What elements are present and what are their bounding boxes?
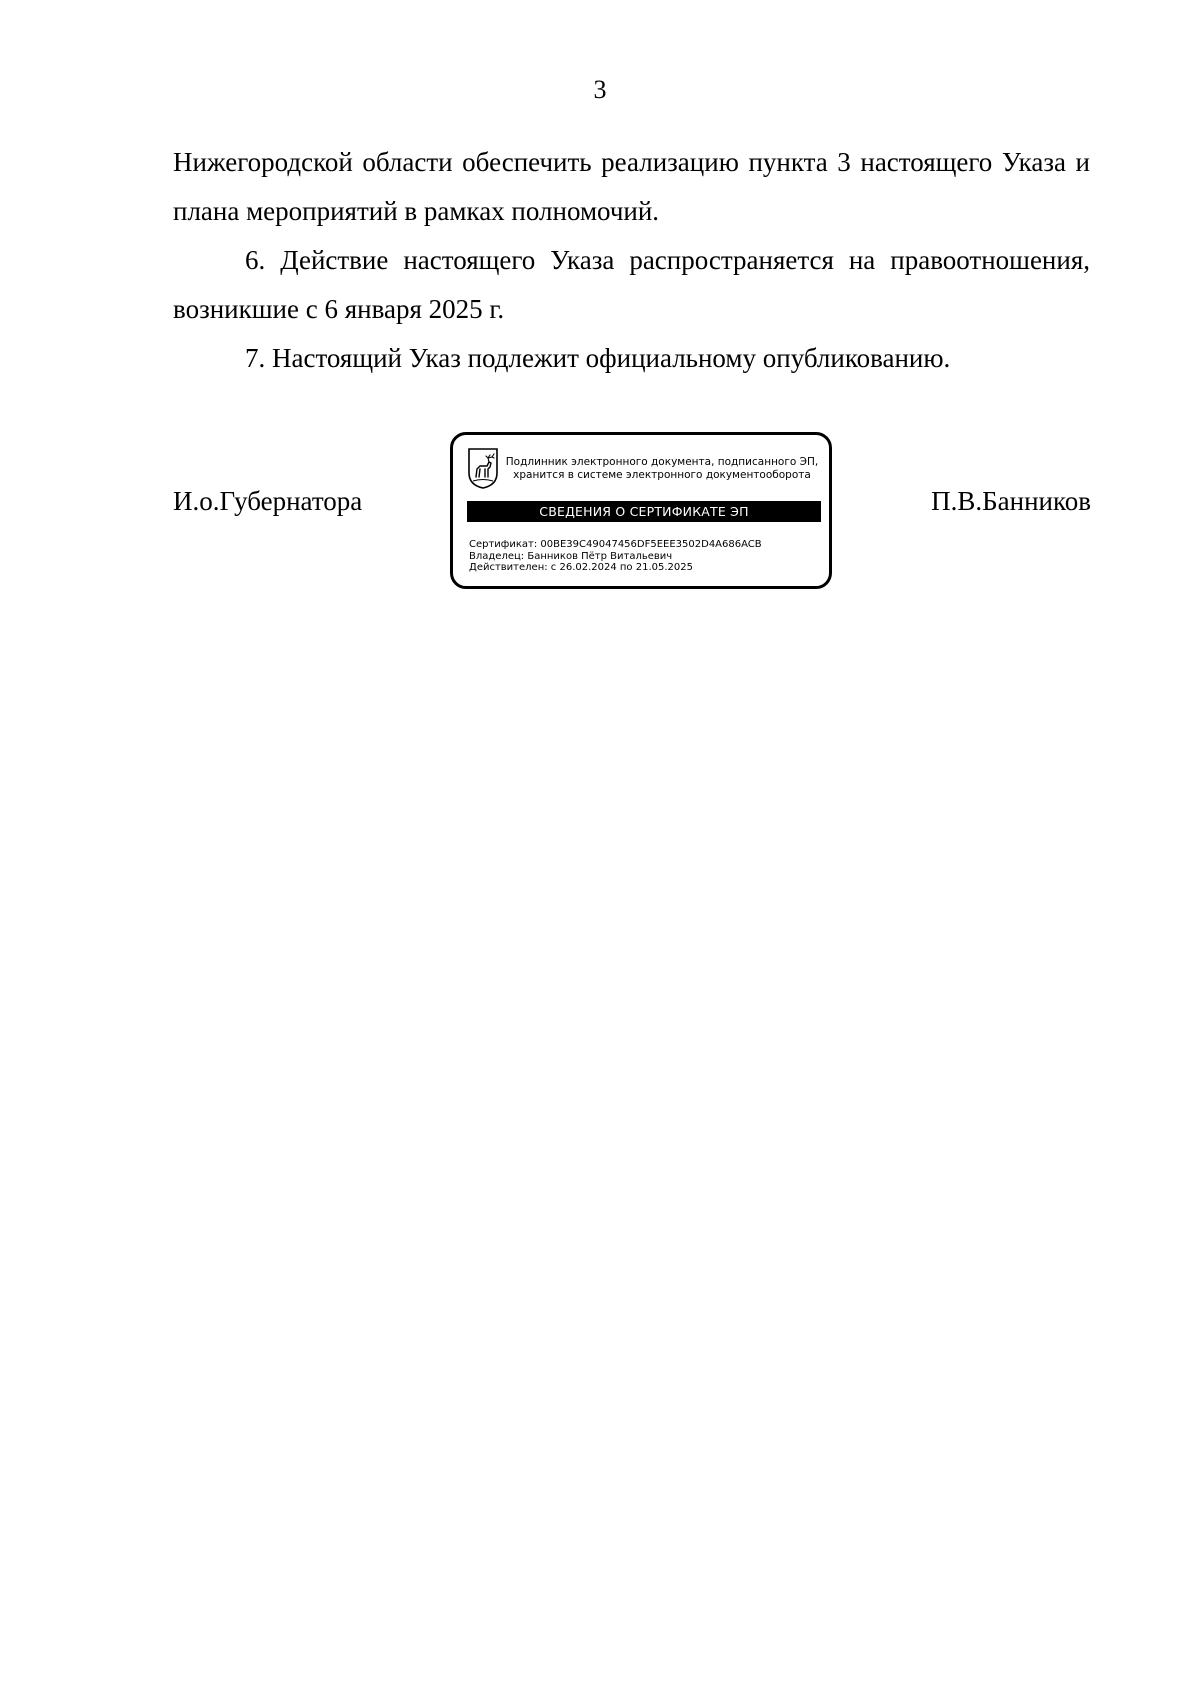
paragraph-continuation: Нижегородской области обеспечить реализацию пункта 3 настоящего Указа и плана мероприятий в рамках полномочий. bbox=[173, 147, 1090, 226]
certificate-details bbox=[469, 539, 762, 574]
paragraph-item-6: 6. Действие настоящего Указа распространяется на правоотношения, возникшие с 6 января 2025 г. bbox=[173, 245, 1090, 324]
certificate-validity: Действителен: с 26.02.2024 по 21.05.2025 bbox=[469, 562, 693, 573]
signer-name: П.В.Банников bbox=[931, 486, 1091, 516]
paragraph-item-7: 7. Настоящий Указ подлежит официальному опубликованию. bbox=[245, 343, 951, 373]
certificate-owner: Владелец: Банников Пётр Витальевич bbox=[469, 550, 673, 562]
stamp-header-line-2: хранится в системе электронного документооборота bbox=[513, 469, 811, 481]
certificate-info-bar: СВЕДЕНИЯ О СЕРТИФИКАТЕ ЭП bbox=[467, 501, 821, 522]
deer-emblem-icon bbox=[467, 447, 499, 489]
certificate-number: Сертификат: 00BE39C49047456DF5EEE3502D4A686ACB bbox=[469, 539, 762, 550]
electronic-signature-stamp bbox=[450, 432, 832, 589]
page-number: 3 bbox=[593, 75, 607, 104]
document-body bbox=[173, 138, 1090, 383]
stamp-header-line-1: Подлинник электронного документа, подписанного ЭП, bbox=[505, 456, 819, 468]
signer-position: И.о.Губернатора bbox=[173, 486, 363, 516]
stamp-header bbox=[503, 456, 821, 482]
